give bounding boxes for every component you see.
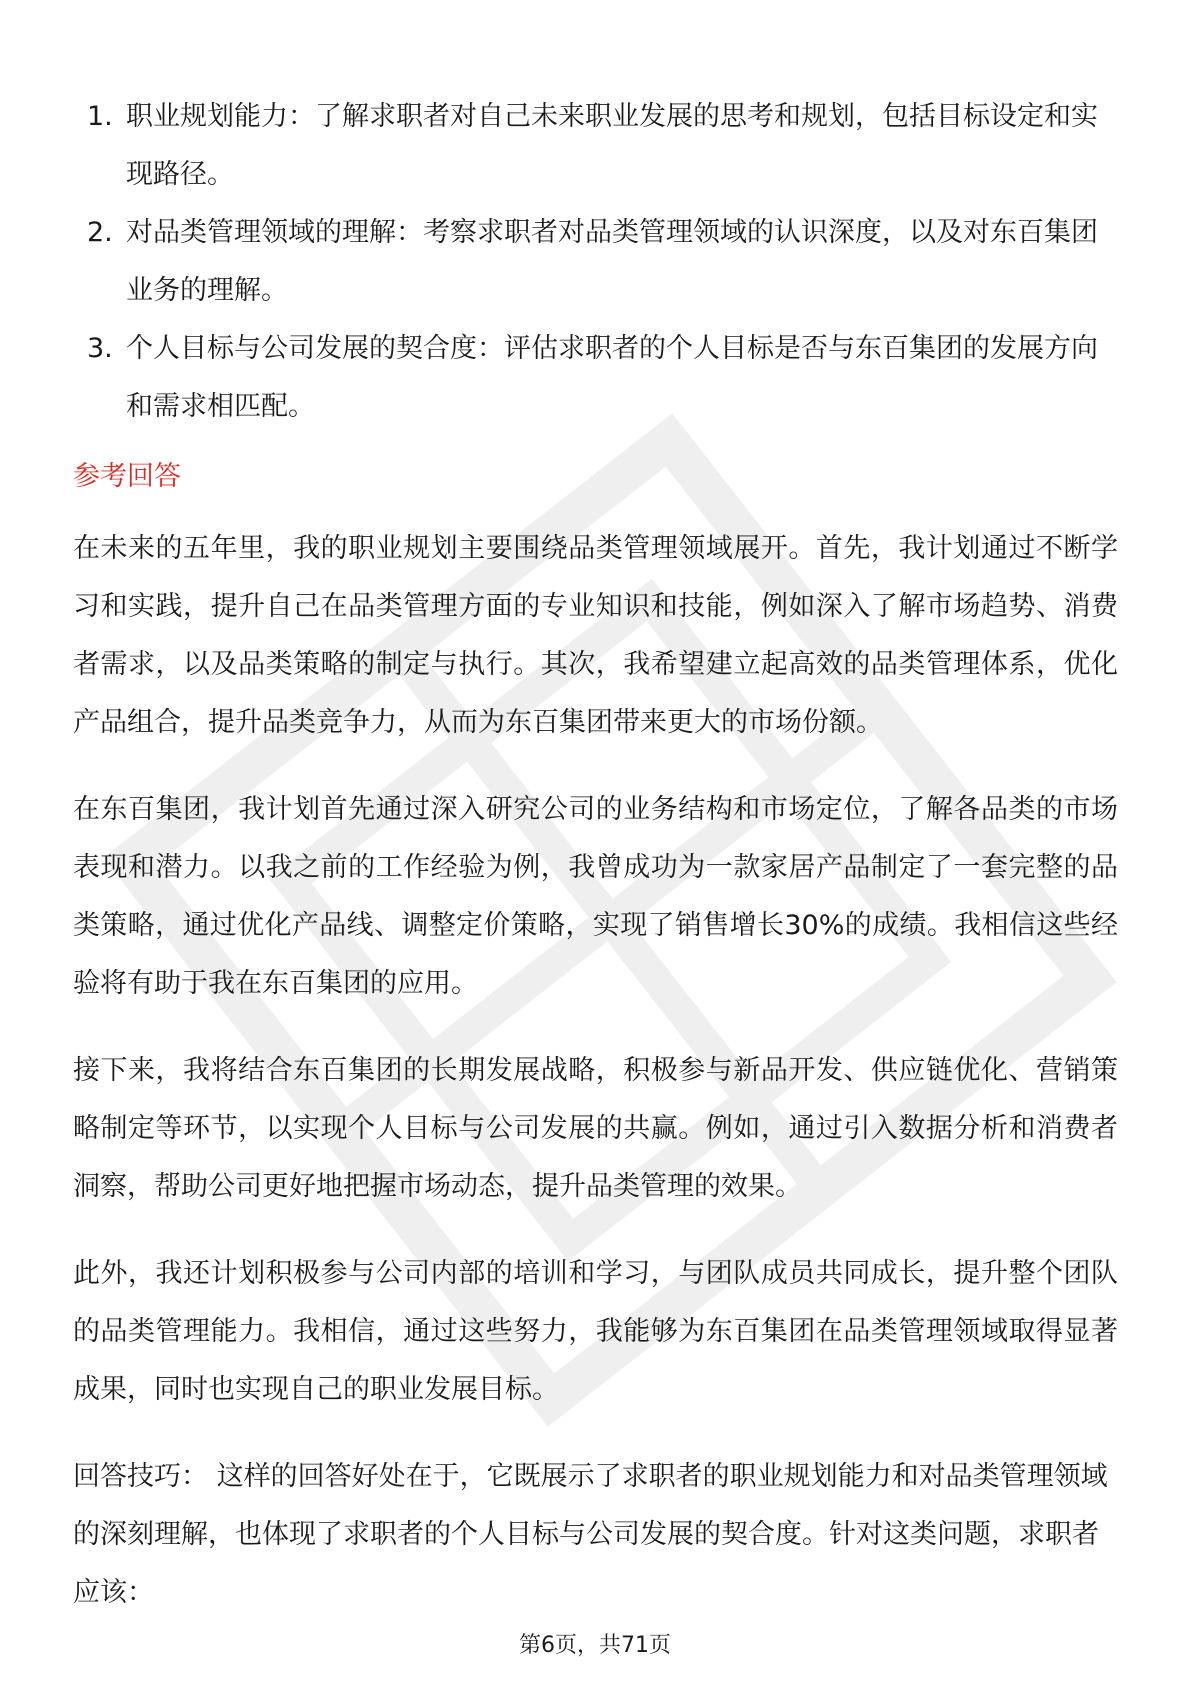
list-item [73, 320, 1118, 436]
answer-paragraph: 接下来，我将结合东百集团的长期发展战略，积极参与新品开发、供应链优化、营销策略制定等环节，以实现个人目标与公司发展的共赢。例如，通过引入数据分析和消费者洞察，帮助公司更好地把握市场动态，提升品类管理的效果。 [73, 1055, 1118, 1202]
list-item [73, 204, 1118, 320]
list-item-number: 2. [87, 217, 113, 248]
list-item-number: 3. [87, 333, 113, 364]
answer-paragraph: 此外，我还计划积极参与公司内部的培训和学习，与团队成员共同成长，提升整个团队的品类管理能力。我相信，通过这些努力，我能够为东百集团在品类管理领域取得显著成果，同时也实现自己的职业发展目标。 [73, 1258, 1118, 1405]
reference-answer-heading: 参考回答 [73, 461, 181, 492]
answer-paragraph: 在未来的五年里，我的职业规划主要围绕品类管理领域展开。首先，我计划通过不断学习和实践，提升自己在品类管理方面的专业知识和技能，例如深入了解市场趋势、消费者需求，以及品类策略的制定与执行。其次，我希望建立起高效的品类管理体系，优化产品组合，提升品类竞争力，从而为东百集团带来更大的市场份额。 [73, 533, 1118, 738]
page-content [73, 88, 1118, 1622]
answer-tip: 回答技巧： 这样的回答好处在于，它既展示了求职者的职业规划能力和对品类管理领域的深刻理解，也体现了求职者的个人目标与公司发展的契合度。针对这类问题，求职者应该： [73, 1461, 1108, 1608]
list-item-text: 职业规划能力：了解求职者对自己未来职业发展的思考和规划，包括目标设定和实现路径。 [126, 101, 1098, 190]
answer-paragraph: 在东百集团，我计划首先通过深入研究公司的业务结构和市场定位，了解各品类的市场表现和潜力。以我之前的工作经验为例，我曾成功为一款家居产品制定了一套完整的品类策略，通过优化产品线、调整定价策略，实现了销售增长30%的成绩。我相信这些经验将有助于我在东百集团的应用。 [73, 794, 1118, 999]
focus-points-list [73, 88, 1118, 436]
list-item [73, 88, 1118, 204]
list-item-text: 对品类管理领域的理解：考察求职者对品类管理领域的认识深度，以及对东百集团业务的理解。 [126, 217, 1098, 306]
list-item-number: 1. [87, 101, 113, 132]
page-number-footer: 第6页，共71页 [519, 1633, 671, 1658]
list-item-text: 个人目标与公司发展的契合度：评估求职者的个人目标是否与东百集团的发展方向和需求相匹配。 [126, 333, 1098, 422]
